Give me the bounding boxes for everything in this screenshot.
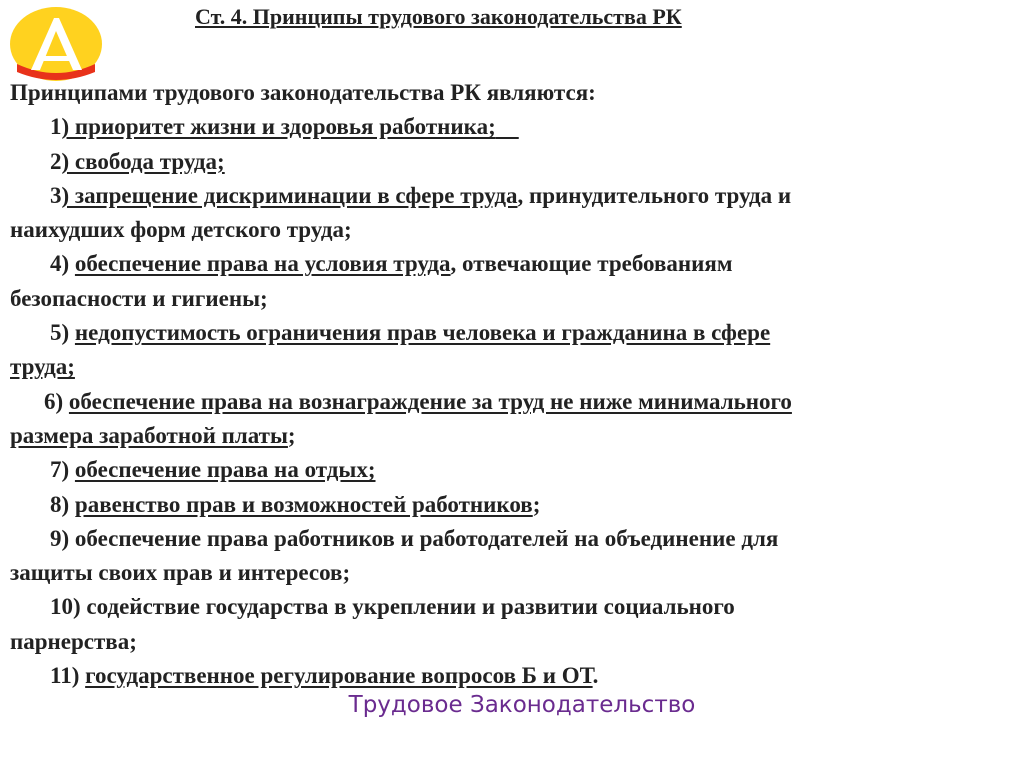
list-item: 11) государственное регулирование вопросов Б и ОТ. xyxy=(50,663,599,689)
principles-list xyxy=(10,76,1010,693)
page-title: Ст. 4. Принципы трудового законодательства РК xyxy=(195,4,682,29)
list-item: 5) недопустимость ограничения прав человека и гражданина в сфере xyxy=(50,320,771,346)
list-item-continuation: защиты своих прав и интересов; xyxy=(10,560,351,586)
list-item: 7) обеспечение права на отдых; xyxy=(50,457,376,483)
list-item: 3) запрещение дискриминации в сфере труда, принудительного труда и xyxy=(50,182,792,208)
list-item: 10) содействие государства в укреплении и развитии социального xyxy=(50,594,735,620)
list-item: 4) обеспечение права на условия труда, отвечающие требованиям xyxy=(50,251,733,277)
list-item-continuation: безопасности и гигиены; xyxy=(10,285,268,311)
list-item-continuation: парнерства; xyxy=(10,628,137,654)
list-item-continuation: труда; xyxy=(10,354,75,380)
intro-text: Принципами трудового законодательства РК являются: xyxy=(10,80,596,105)
list-item: 2) свобода труда; xyxy=(50,148,225,174)
list-item-continuation: наихудших форм детского труда; xyxy=(10,217,352,243)
logo-icon xyxy=(9,6,103,82)
list-item: 1) приоритет жизни и здоровья работника; xyxy=(50,114,496,140)
list-item: 9) обеспечение права работников и работодателей на объединение для xyxy=(50,525,779,551)
list-item: 8) равенство прав и возможностей работников; xyxy=(50,491,541,517)
list-item: 6) обеспечение права на вознаграждение за труд не ниже минимального xyxy=(44,388,792,414)
list-item-continuation: размера заработной платы; xyxy=(10,422,296,448)
footer-subtitle: Трудовое Законодательство xyxy=(348,692,696,718)
